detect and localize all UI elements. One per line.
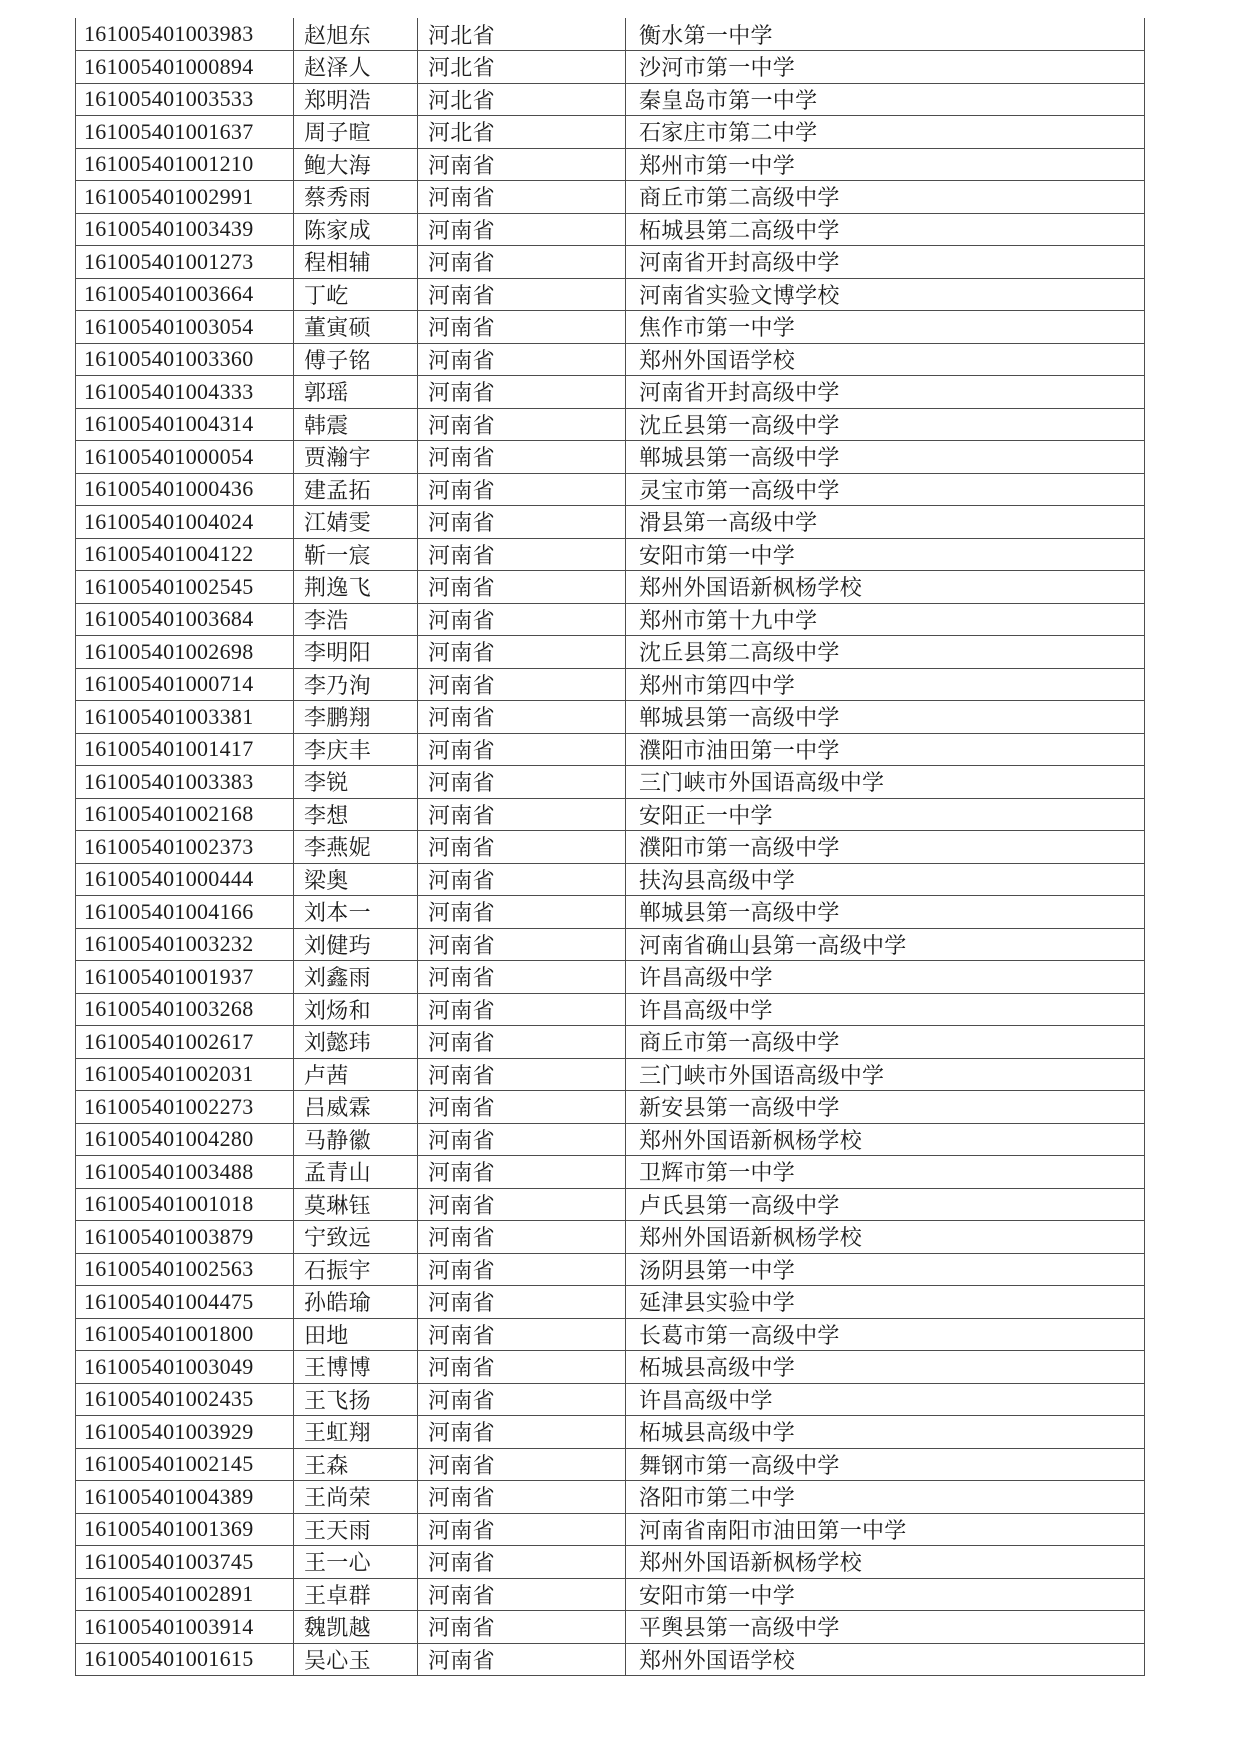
cell-name: 赵旭东 [294,18,418,51]
table-row [76,1286,1145,1319]
table-row [76,376,1145,409]
table-row [76,766,1145,799]
cell-name: 孙皓瑜 [294,1286,418,1319]
table-row [76,603,1145,636]
cell-school: 舞钢市第一高级中学 [626,1448,1145,1481]
cell-id: 161005401002168 [76,798,294,831]
cell-id: 161005401003488 [76,1156,294,1189]
cell-school: 郑州外国语新枫杨学校 [626,1221,1145,1254]
cell-province: 河南省 [418,896,626,929]
cell-school: 许昌高级中学 [626,961,1145,994]
cell-name: 董寅硕 [294,311,418,344]
cell-school: 秦皇岛市第一中学 [626,83,1145,116]
cell-school: 柘城县高级中学 [626,1351,1145,1384]
cell-name: 郭瑶 [294,376,418,409]
cell-id: 161005401004475 [76,1286,294,1319]
table-row [76,636,1145,669]
cell-id: 161005401003049 [76,1351,294,1384]
cell-province: 河南省 [418,1513,626,1546]
table-row [76,343,1145,376]
cell-school: 许昌高级中学 [626,1383,1145,1416]
cell-school: 滑县第一高级中学 [626,506,1145,539]
cell-province: 河南省 [418,278,626,311]
cell-province: 河南省 [418,603,626,636]
table-row [76,506,1145,539]
cell-id: 161005401001615 [76,1643,294,1676]
cell-school: 濮阳市第一高级中学 [626,831,1145,864]
cell-id: 161005401003054 [76,311,294,344]
cell-id: 161005401001273 [76,246,294,279]
cell-id: 161005401000436 [76,473,294,506]
cell-id: 161005401003914 [76,1611,294,1644]
cell-id: 161005401003439 [76,213,294,246]
cell-id: 161005401002617 [76,1026,294,1059]
cell-name: 程相辅 [294,246,418,279]
cell-school: 濮阳市油田第一中学 [626,733,1145,766]
cell-province: 河南省 [418,1091,626,1124]
table-row [76,798,1145,831]
cell-name: 刘炀和 [294,993,418,1026]
cell-school: 三门峡市外国语高级中学 [626,1058,1145,1091]
cell-school: 石家庄市第二中学 [626,116,1145,149]
table-row [76,928,1145,961]
cell-province: 河南省 [418,928,626,961]
cell-province: 河南省 [418,1416,626,1449]
cell-id: 161005401001937 [76,961,294,994]
cell-school: 卫辉市第一中学 [626,1156,1145,1189]
cell-school: 郑州外国语新枫杨学校 [626,1546,1145,1579]
cell-school: 柘城县第二高级中学 [626,213,1145,246]
table-row [76,668,1145,701]
cell-name: 李燕妮 [294,831,418,864]
table-row [76,863,1145,896]
table-row [76,1221,1145,1254]
cell-school: 长葛市第一高级中学 [626,1318,1145,1351]
cell-school: 商丘市第一高级中学 [626,1026,1145,1059]
table-row [76,1091,1145,1124]
cell-province: 河南省 [418,766,626,799]
cell-province: 河北省 [418,116,626,149]
cell-id: 161005401000054 [76,441,294,474]
cell-province: 河南省 [418,441,626,474]
cell-province: 河南省 [418,1221,626,1254]
table-row [76,733,1145,766]
cell-school: 安阳正一中学 [626,798,1145,831]
cell-school: 河南省确山县第一高级中学 [626,928,1145,961]
cell-id: 161005401003684 [76,603,294,636]
cell-school: 沙河市第一中学 [626,51,1145,84]
cell-school: 汤阴县第一中学 [626,1253,1145,1286]
cell-name: 刘本一 [294,896,418,929]
cell-name: 郑明浩 [294,83,418,116]
cell-province: 河南省 [418,1643,626,1676]
cell-name: 石振宇 [294,1253,418,1286]
cell-id: 161005401003983 [76,18,294,51]
cell-id: 161005401002373 [76,831,294,864]
cell-name: 鲍大海 [294,148,418,181]
cell-province: 河北省 [418,83,626,116]
cell-id: 161005401004166 [76,896,294,929]
cell-school: 洛阳市第二中学 [626,1481,1145,1514]
cell-province: 河南省 [418,961,626,994]
cell-id: 161005401002031 [76,1058,294,1091]
cell-id: 161005401003360 [76,343,294,376]
table-row [76,1351,1145,1384]
cell-name: 李庆丰 [294,733,418,766]
cell-school: 焦作市第一中学 [626,311,1145,344]
cell-id: 161005401003232 [76,928,294,961]
results-table [75,18,1145,1676]
cell-province: 河北省 [418,18,626,51]
cell-school: 郑州市第十九中学 [626,603,1145,636]
cell-id: 161005401003664 [76,278,294,311]
cell-province: 河南省 [418,473,626,506]
cell-name: 蔡秀雨 [294,181,418,214]
cell-school: 卢氏县第一高级中学 [626,1188,1145,1221]
cell-id: 161005401003745 [76,1546,294,1579]
cell-id: 161005401003879 [76,1221,294,1254]
cell-id: 161005401001018 [76,1188,294,1221]
cell-province: 河南省 [418,343,626,376]
cell-name: 赵泽人 [294,51,418,84]
cell-school: 新安县第一高级中学 [626,1091,1145,1124]
cell-province: 河南省 [418,1156,626,1189]
table-row [76,831,1145,864]
cell-province: 河南省 [418,1026,626,1059]
cell-school: 扶沟县高级中学 [626,863,1145,896]
cell-id: 161005401001210 [76,148,294,181]
cell-school: 河南省开封高级中学 [626,246,1145,279]
table-row [76,1481,1145,1514]
table-row [76,1318,1145,1351]
cell-id: 161005401003533 [76,83,294,116]
cell-name: 卢茜 [294,1058,418,1091]
cell-school: 商丘市第二高级中学 [626,181,1145,214]
cell-province: 河南省 [418,1383,626,1416]
cell-province: 河南省 [418,408,626,441]
cell-name: 王卓群 [294,1578,418,1611]
cell-school: 安阳市第一中学 [626,1578,1145,1611]
table-row [76,408,1145,441]
table-row [76,473,1145,506]
cell-province: 河南省 [418,1253,626,1286]
table-row [76,181,1145,214]
table-row [76,1123,1145,1156]
table-row [76,1416,1145,1449]
cell-name: 李鹏翔 [294,701,418,734]
cell-name: 刘鑫雨 [294,961,418,994]
table-row [76,701,1145,734]
cell-school: 郑州外国语新枫杨学校 [626,1123,1145,1156]
table-row [76,1513,1145,1546]
cell-name: 王飞扬 [294,1383,418,1416]
cell-province: 河南省 [418,993,626,1026]
cell-name: 李想 [294,798,418,831]
cell-school: 郑州外国语学校 [626,1643,1145,1676]
table-row [76,1383,1145,1416]
cell-id: 161005401002273 [76,1091,294,1124]
table-row [76,148,1145,181]
cell-school: 三门峡市外国语高级中学 [626,766,1145,799]
table-row [76,1578,1145,1611]
cell-name: 王尚荣 [294,1481,418,1514]
cell-id: 161005401004389 [76,1481,294,1514]
cell-name: 建孟拓 [294,473,418,506]
cell-province: 河南省 [418,798,626,831]
cell-province: 河南省 [418,1058,626,1091]
cell-province: 河南省 [418,1448,626,1481]
cell-id: 161005401003268 [76,993,294,1026]
cell-province: 河南省 [418,148,626,181]
cell-id: 161005401002891 [76,1578,294,1611]
cell-name: 田地 [294,1318,418,1351]
table-row [76,311,1145,344]
cell-name: 王天雨 [294,1513,418,1546]
table-row [76,1026,1145,1059]
table-row [76,1643,1145,1676]
cell-school: 河南省南阳市油田第一中学 [626,1513,1145,1546]
table-row [76,538,1145,571]
cell-id: 161005401000714 [76,668,294,701]
cell-id: 161005401001800 [76,1318,294,1351]
table-row [76,278,1145,311]
cell-name: 周子暄 [294,116,418,149]
table-row [76,18,1145,51]
cell-province: 河南省 [418,246,626,279]
table-row [76,1058,1145,1091]
cell-name: 孟青山 [294,1156,418,1189]
cell-school: 郑州外国语学校 [626,343,1145,376]
cell-name: 贾瀚宇 [294,441,418,474]
cell-school: 柘城县高级中学 [626,1416,1145,1449]
cell-school: 衡水第一中学 [626,18,1145,51]
table-row [76,1253,1145,1286]
cell-name: 王虹翔 [294,1416,418,1449]
cell-name: 傅子铭 [294,343,418,376]
cell-province: 河南省 [418,538,626,571]
cell-name: 李明阳 [294,636,418,669]
cell-province: 河南省 [418,863,626,896]
cell-province: 河南省 [418,181,626,214]
cell-name: 王森 [294,1448,418,1481]
table-row [76,213,1145,246]
cell-province: 河南省 [418,571,626,604]
cell-province: 河南省 [418,701,626,734]
cell-id: 161005401004280 [76,1123,294,1156]
cell-name: 王博博 [294,1351,418,1384]
cell-province: 河南省 [418,831,626,864]
cell-name: 李乃洵 [294,668,418,701]
cell-id: 161005401002991 [76,181,294,214]
cell-id: 161005401004314 [76,408,294,441]
cell-name: 吕威霖 [294,1091,418,1124]
cell-id: 161005401003929 [76,1416,294,1449]
cell-province: 河南省 [418,1318,626,1351]
table-row [76,1611,1145,1644]
cell-school: 延津县实验中学 [626,1286,1145,1319]
cell-name: 江婧雯 [294,506,418,539]
cell-id: 161005401000444 [76,863,294,896]
cell-name: 梁奥 [294,863,418,896]
cell-province: 河南省 [418,1578,626,1611]
table-row [76,1188,1145,1221]
cell-province: 河南省 [418,668,626,701]
cell-province: 河南省 [418,213,626,246]
cell-school: 河南省实验文博学校 [626,278,1145,311]
table-row [76,1156,1145,1189]
table-row [76,961,1145,994]
cell-province: 河南省 [418,1351,626,1384]
cell-id: 161005401002435 [76,1383,294,1416]
cell-province: 河南省 [418,1481,626,1514]
cell-id: 161005401001637 [76,116,294,149]
cell-id: 161005401001369 [76,1513,294,1546]
cell-name: 莫琳钰 [294,1188,418,1221]
cell-id: 161005401004024 [76,506,294,539]
cell-province: 河北省 [418,51,626,84]
cell-school: 沈丘县第二高级中学 [626,636,1145,669]
cell-id: 161005401000894 [76,51,294,84]
table-row [76,896,1145,929]
cell-id: 161005401002698 [76,636,294,669]
cell-school: 沈丘县第一高级中学 [626,408,1145,441]
cell-school: 郸城县第一高级中学 [626,896,1145,929]
cell-province: 河南省 [418,733,626,766]
cell-name: 魏凯越 [294,1611,418,1644]
cell-school: 平舆县第一高级中学 [626,1611,1145,1644]
cell-id: 161005401004122 [76,538,294,571]
cell-id: 161005401001417 [76,733,294,766]
cell-province: 河南省 [418,1123,626,1156]
table-row [76,993,1145,1026]
cell-school: 郑州外国语新枫杨学校 [626,571,1145,604]
cell-province: 河南省 [418,311,626,344]
cell-name: 韩震 [294,408,418,441]
cell-school: 郑州市第四中学 [626,668,1145,701]
cell-id: 161005401002145 [76,1448,294,1481]
cell-name: 刘懿玮 [294,1026,418,1059]
cell-school: 河南省开封高级中学 [626,376,1145,409]
cell-school: 许昌高级中学 [626,993,1145,1026]
cell-name: 陈家成 [294,213,418,246]
cell-province: 河南省 [418,506,626,539]
cell-id: 161005401003383 [76,766,294,799]
cell-province: 河南省 [418,636,626,669]
table-row [76,1448,1145,1481]
cell-name: 李浩 [294,603,418,636]
table-row [76,571,1145,604]
cell-name: 宁致远 [294,1221,418,1254]
table-row [76,116,1145,149]
cell-id: 161005401004333 [76,376,294,409]
cell-school: 安阳市第一中学 [626,538,1145,571]
table-row [76,51,1145,84]
table-row [76,441,1145,474]
cell-name: 吴心玉 [294,1643,418,1676]
cell-id: 161005401003381 [76,701,294,734]
cell-id: 161005401002545 [76,571,294,604]
table-row [76,1546,1145,1579]
table-row [76,83,1145,116]
cell-province: 河南省 [418,1611,626,1644]
cell-name: 丁屹 [294,278,418,311]
cell-school: 郸城县第一高级中学 [626,701,1145,734]
table-row [76,246,1145,279]
cell-province: 河南省 [418,1188,626,1221]
cell-name: 靳一宸 [294,538,418,571]
cell-province: 河南省 [418,376,626,409]
cell-province: 河南省 [418,1286,626,1319]
cell-province: 河南省 [418,1546,626,1579]
cell-school: 灵宝市第一高级中学 [626,473,1145,506]
cell-school: 郸城县第一高级中学 [626,441,1145,474]
cell-id: 161005401002563 [76,1253,294,1286]
cell-name: 马静徽 [294,1123,418,1156]
cell-name: 荆逸飞 [294,571,418,604]
cell-school: 郑州市第一中学 [626,148,1145,181]
table-body [76,18,1145,1676]
cell-name: 李锐 [294,766,418,799]
cell-name: 刘健玙 [294,928,418,961]
cell-name: 王一心 [294,1546,418,1579]
